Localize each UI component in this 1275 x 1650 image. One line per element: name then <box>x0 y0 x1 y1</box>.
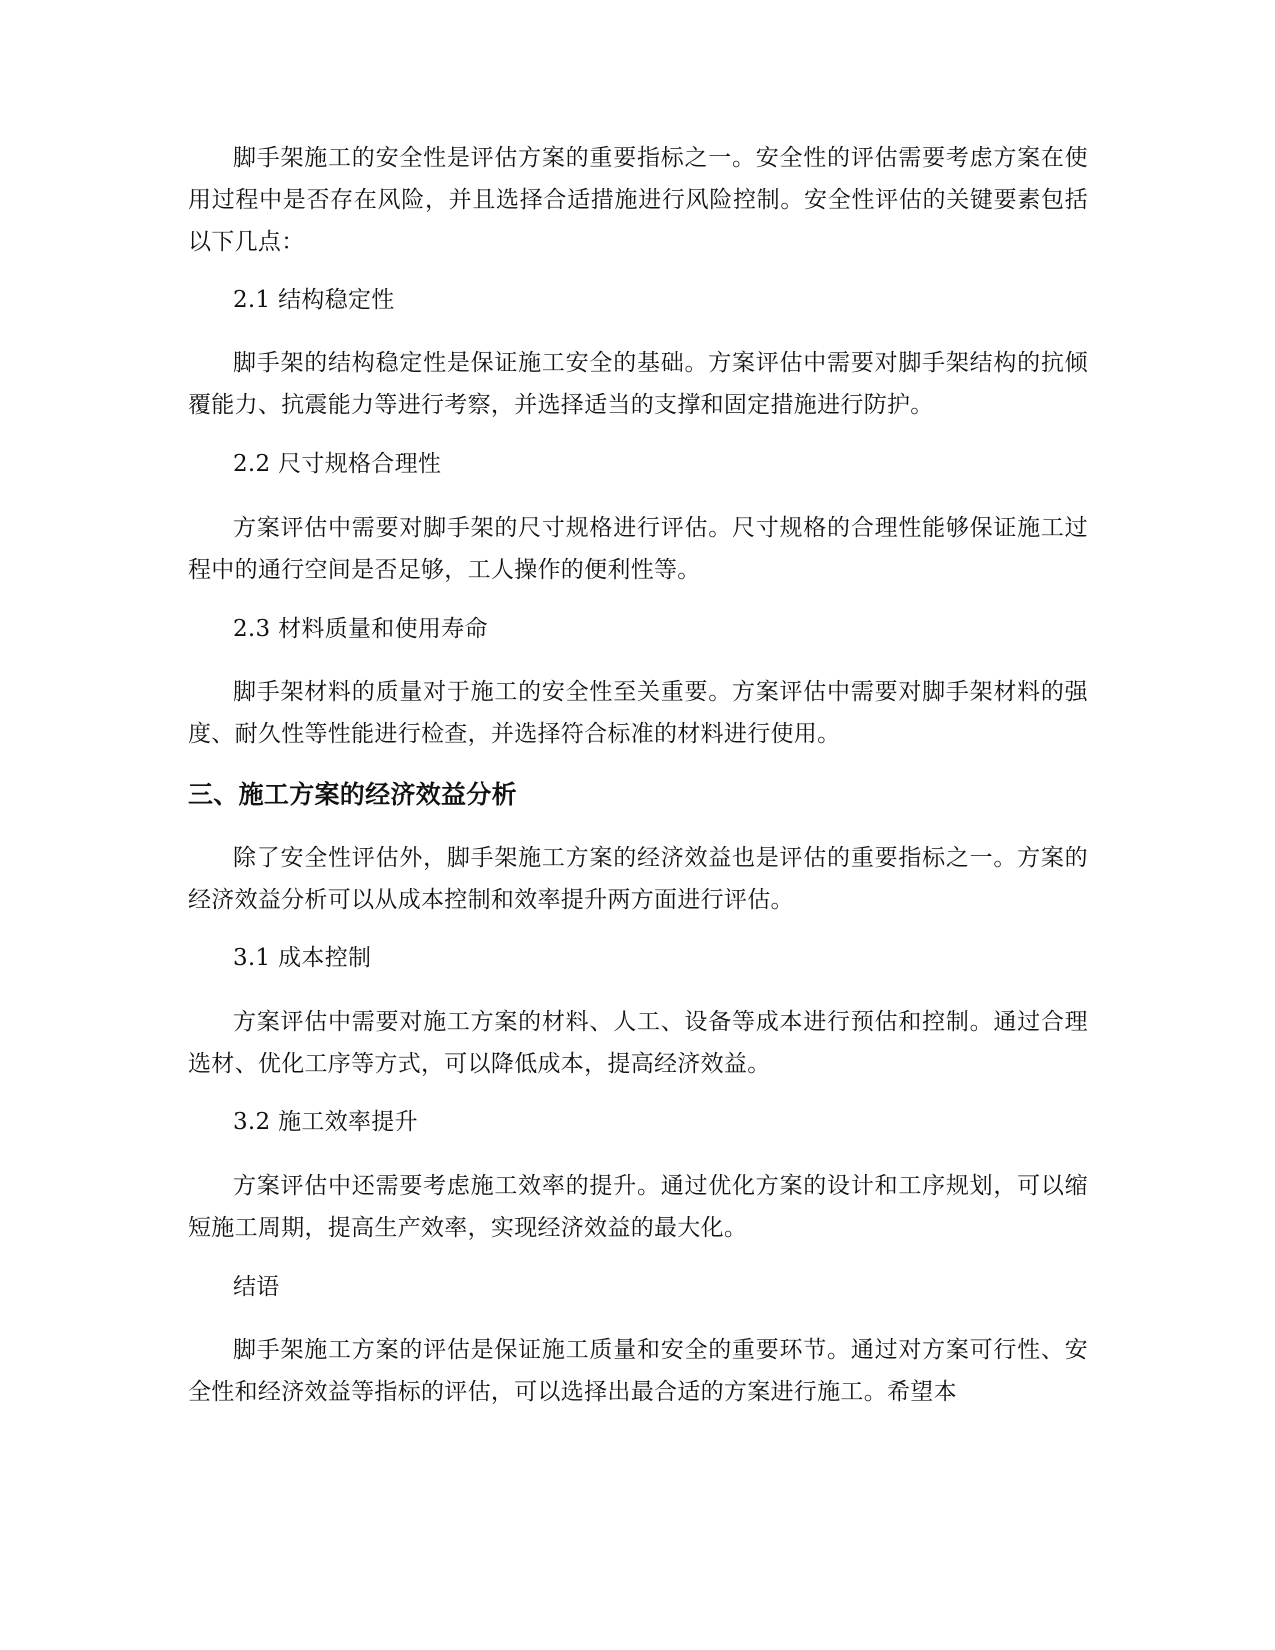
subheading-2-2: 2.2 尺寸规格合理性 <box>233 451 442 477</box>
paragraph-cost-control: 方案评估中需要对施工方案的材料、人工、设备等成本进行预估和控制。通过合理选材、优化工序等方式，可以降低成本，提高经济效益。 <box>188 1009 1088 1077</box>
paragraph-efficiency: 方案评估中还需要考虑施工效率的提升。通过优化方案的设计和工序规划，可以缩短施工周期，提高生产效率，实现经济效益的最大化。 <box>188 1173 1088 1241</box>
subheading-conclusion: 结语 <box>233 1274 280 1300</box>
section-heading-economic-analysis: 三、施工方案的经济效益分析 <box>188 780 517 809</box>
paragraph-economic-intro: 除了安全性评估外，脚手架施工方案的经济效益也是评估的重要指标之一。方案的经济效益分析可以从成本控制和效率提升两方面进行评估。 <box>188 845 1088 913</box>
paragraph-dimension-spec: 方案评估中需要对脚手架的尺寸规格进行评估。尺寸规格的合理性能够保证施工过程中的通行空间是否足够，工人操作的便利性等。 <box>188 515 1088 583</box>
paragraph-structural-stability: 脚手架的结构稳定性是保证施工安全的基础。方案评估中需要对脚手架结构的抗倾覆能力、抗震能力等进行考察，并选择适当的支撑和固定措施进行防护。 <box>188 350 1088 418</box>
paragraph-conclusion: 脚手架施工方案的评估是保证施工质量和安全的重要环节。通过对方案可行性、安全性和经济效益等指标的评估，可以选择出最合适的方案进行施工。希望本 <box>188 1337 1088 1405</box>
subheading-3-2: 3.2 施工效率提升 <box>233 1109 418 1135</box>
paragraph-material-quality: 脚手架材料的质量对于施工的安全性至关重要。方案评估中需要对脚手架材料的强度、耐久性等性能进行检查，并选择符合标准的材料进行使用。 <box>188 679 1088 747</box>
subheading-2-1: 2.1 结构稳定性 <box>233 287 395 313</box>
subheading-3-1: 3.1 成本控制 <box>233 945 372 971</box>
paragraph-safety-intro: 脚手架施工的安全性是评估方案的重要指标之一。安全性的评估需要考虑方案在使用过程中是否存在风险，并且选择合适措施进行风险控制。安全性评估的关键要素包括以下几点： <box>188 145 1088 255</box>
subheading-2-3: 2.3 材料质量和使用寿命 <box>233 616 488 642</box>
